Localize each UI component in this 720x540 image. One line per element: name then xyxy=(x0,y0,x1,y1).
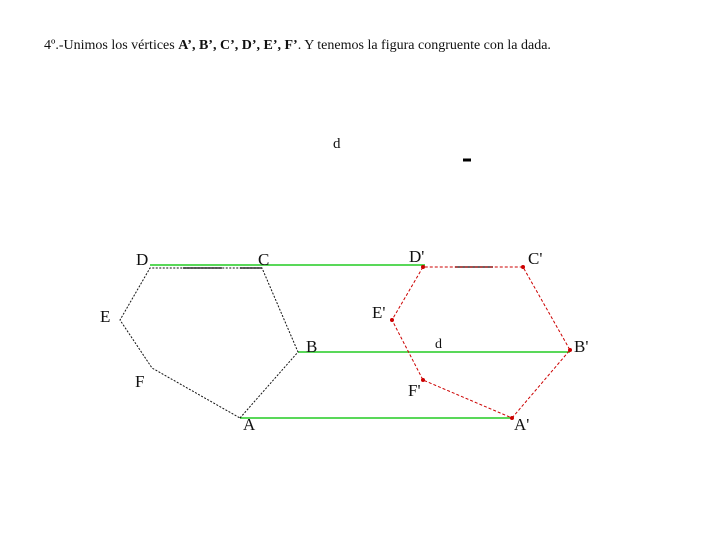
vector-label: d xyxy=(333,136,341,152)
midline-label: d xyxy=(435,337,442,352)
caption-suffix: . Y tenemos la figura congruente con la dada. xyxy=(297,38,551,53)
caption-vertices: A’, B’, C’, D’, E’, F’ xyxy=(178,38,298,53)
original-hexagon xyxy=(120,268,298,418)
vertex-marker-b-prime xyxy=(568,348,572,352)
label-a: A xyxy=(243,415,256,434)
vertex-marker-c-prime xyxy=(521,265,525,269)
label-f-prime: F' xyxy=(408,381,421,400)
label-e: E xyxy=(100,307,111,326)
label-d-prime: D' xyxy=(409,247,425,266)
label-b-prime: B' xyxy=(574,337,589,356)
vertex-marker-e-prime xyxy=(390,318,394,322)
label-d: D xyxy=(136,250,149,269)
vertex-marker-f-prime xyxy=(421,378,425,382)
label-c: C xyxy=(258,250,270,269)
label-c-prime: C' xyxy=(528,249,543,268)
label-f: F xyxy=(135,372,145,391)
label-b: B xyxy=(306,337,318,356)
caption-prefix: 4º.-Unimos los vértices xyxy=(44,38,175,53)
label-a-prime: A' xyxy=(514,415,530,434)
label-e-prime: E' xyxy=(372,303,386,322)
